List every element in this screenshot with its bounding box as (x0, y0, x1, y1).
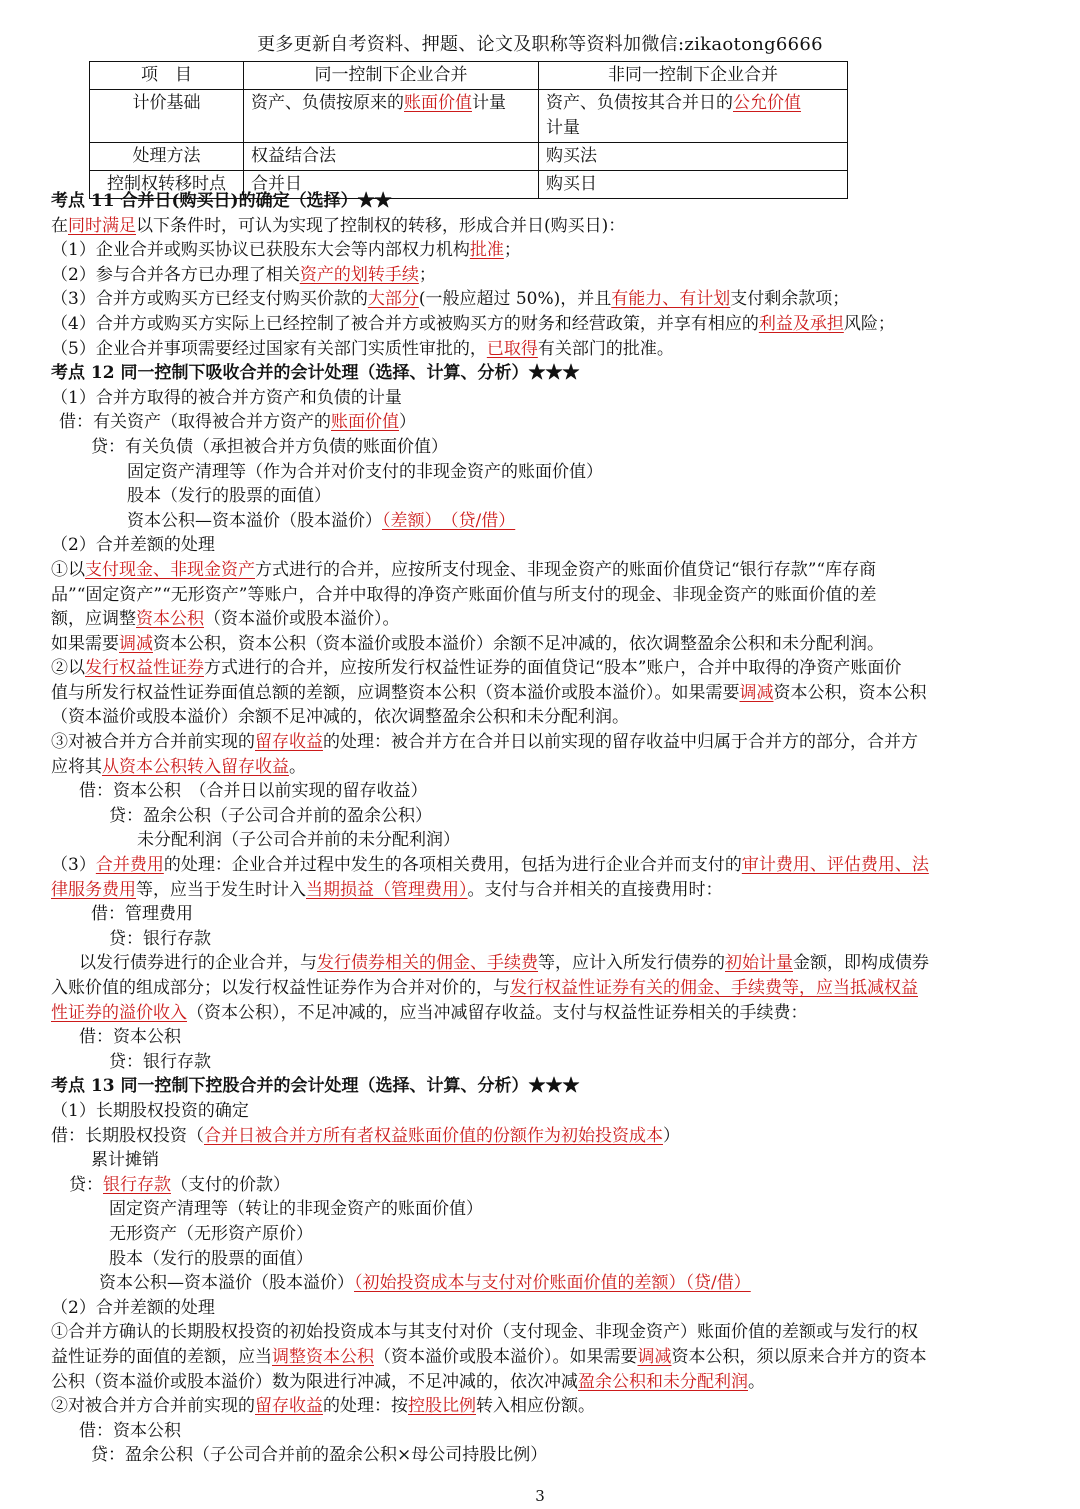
section-11-title: 考点 11 合并日(购买日)的确定（选择）★★ (51, 191, 392, 211)
paragraph: ①合并方确认的长期股权投资的初始投资成本与其支付对价（支付现金、非现金资产）账面价值的差额或与发行的权 (51, 1322, 918, 1343)
list-item: （1）企业合并或购买协议已获股东大会等内部权力机构批准； (51, 240, 521, 261)
journal-entry-line: 无形资产（无形资产原价） (109, 1223, 313, 1244)
table-row (90, 90, 848, 143)
section-12-title: 考点 12 同一控制下吸收合并的会计处理（选择、计算、分析）★★★ (51, 363, 580, 384)
table-header-cell: 同一控制下企业合并 (244, 62, 539, 90)
table-row (90, 143, 848, 171)
journal-entry-line: 贷：银行存款 (109, 928, 211, 949)
journal-entry-line: 借：有关资产（取得被合并方资产的账面价值） (59, 412, 416, 433)
journal-entry-line: 贷：银行存款（支付的价款） (69, 1174, 290, 1195)
journal-entry-line: 股本（发行的股票的面值） (127, 486, 331, 507)
paragraph: （资本溢价或股本溢价）余额不足冲减的，依次调整盈余公积和未分配利润。 (51, 707, 629, 728)
paragraph: （2）合并差额的处理 (51, 535, 215, 556)
journal-entry-line: 未分配利润（子公司合并前的未分配利润） (137, 830, 460, 851)
paragraph: 在同时满足以下条件时，可认为实现了控制权的转移，形成合并日(购买日)： (51, 215, 626, 236)
paragraph: （3）合并费用的处理：企业合并过程中发生的各项相关费用，包括为进行企业合并而支付的审计费用、评估费用、法 (51, 855, 929, 876)
table-header-row (90, 62, 848, 90)
journal-entry-line: 股本（发行的股票的面值） (109, 1248, 313, 1269)
paragraph: 如果需要调减资本公积，资本公积（资本溢价或股本溢价）余额不足冲减的，依次调整盈余公积和未分配利润。 (51, 633, 884, 654)
table-header-cell: 项 目 (90, 62, 244, 90)
journal-entry-line: 贷：有关负债（承担被合并方负债的账面价值） (91, 436, 448, 457)
journal-entry-line: 借：资本公积 (79, 1420, 181, 1441)
journal-entry-line: 固定资产清理等（转让的非现金资产的账面价值） (109, 1199, 483, 1220)
journal-entry-line: 贷：盈余公积（子公司合并前的盈余公积） (109, 805, 432, 826)
paragraph: （1）合并方取得的被合并方资产和负债的计量 (51, 387, 402, 408)
paragraph: 公积（资本溢价或股本溢价）数为限进行冲减，不足冲减的，依次冲减盈余公积和未分配利润。 (51, 1371, 765, 1392)
list-item: （4）合并方或购买方实际上已经控制了被合并方或被购买方的财务和经营政策，并享有相应的利益及承担风险； (51, 313, 895, 334)
table-row-label: 计价基础 (90, 90, 244, 143)
journal-entry-line: 资本公积—资本溢价（股本溢价）（差额） （贷/借） (127, 510, 516, 531)
paragraph: 性证券的溢价收入（资本公积），不足冲减的，应当冲减留存收益。支付与权益性证券相关的手续费： (51, 1002, 808, 1023)
comparison-table (89, 61, 848, 199)
table-row-label: 控制权转移时点 (90, 171, 244, 199)
journal-entry-line: 贷：银行存款 (109, 1051, 211, 1072)
paragraph: 律服务费用等，应当于发生时计入当期损益（管理费用）。支付与合并相关的直接费用时： (51, 879, 723, 900)
paragraph: 品”“固定资产”“无形资产”等账户，合并中取得的净资产账面价值与所支付的现金、非现金资产的账面价值的差 (51, 584, 877, 605)
paragraph: （1）长期股权投资的确定 (51, 1100, 249, 1121)
table-row-label: 处理方法 (90, 143, 244, 171)
table-cell: 资产、负债按其合并日的公允价值 计量 (539, 90, 848, 143)
journal-entry-line: 借：资本公积 （合并日以前实现的留存收益） (79, 781, 428, 802)
section-13-title: 考点 13 同一控制下控股合并的会计处理（选择、计算、分析）★★★ (51, 1076, 580, 1097)
list-item: （5）企业合并事项需要经过国家有关部门实质性审批的，已取得有关部门的批准。 (51, 338, 674, 359)
table-cell: 权益结合法 (244, 143, 539, 171)
table-cell: 资产、负债按原来的账面价值计量 (244, 90, 539, 143)
journal-entry-line: 贷：盈余公积（子公司合并前的盈余公积×母公司持股比例） (91, 1445, 548, 1466)
paragraph: ②对被合并方合并前实现的留存收益的处理：按控股比例转入相应份额。 (51, 1396, 595, 1417)
paragraph: ①以支付现金、非现金资产方式进行的合并，应按所支付现金、非现金资产的账面价值贷记“银行存款”“库存商 (51, 559, 877, 580)
journal-entry-line: 累计摊销 (91, 1150, 159, 1171)
paragraph: 入账价值的组成部分；以发行权益性证券作为合并对价的，与发行权益性证券有关的佣金、手续费等，应当抵减权益 (51, 978, 918, 998)
table-cell: 购买法 (539, 143, 848, 171)
cut-off-footer-decoration (350, 1503, 790, 1509)
paragraph: ②以发行权益性证券方式进行的合并，应按所发行权益性证券的面值贷记“股本”账户，合并中取得的净资产账面价 (51, 658, 902, 679)
journal-entry-line: 资本公积—资本溢价（股本溢价）（初始投资成本与支付对价账面价值的差额）（贷/借） (99, 1273, 751, 1294)
document-body (51, 189, 1031, 1468)
journal-entry-line: 借：管理费用 (91, 904, 193, 925)
list-item: （3）合并方或购买方已经支付购买价款的大部分(一般应超过 50%)，并且有能力、有计划支付剩余款项； (51, 289, 850, 310)
table-cell: 购买日 (539, 171, 848, 199)
paragraph: 以发行债券进行的企业合并，与发行债券相关的佣金、手续费等，应计入所发行债券的初始计量金额，即构成债券 (79, 953, 929, 974)
journal-entry-line: 借：长期股权投资（合并日被合并方所有者权益账面价值的份额作为初始投资成本） (51, 1125, 680, 1146)
table-cell: 合并日 (244, 171, 539, 199)
page-number: 3 (535, 1487, 545, 1505)
paragraph: 值与所发行权益性证券面值总额的差额，应调整资本公积（资本溢价或股本溢价）。如果需要调减资本公积，资本公积 (51, 682, 927, 703)
paragraph: ③对被合并方合并前实现的留存收益的处理：被合并方在合并日以前实现的留存收益中归属于合并方的部分，合并方 (51, 732, 918, 753)
paragraph: 应将其从资本公积转入留存收益。 (51, 756, 306, 777)
journal-entry-line: 固定资产清理等（作为合并对价支付的非现金资产的账面价值） (127, 461, 603, 482)
paragraph: 益性证券的面值的差额，应当调整资本公积（资本溢价或股本溢价）。如果需要调减资本公积，须以原来合并方的资本 (51, 1346, 927, 1367)
journal-entry-line: 借：资本公积 (79, 1027, 181, 1048)
page-header: 更多更新自考资料、押题、论文及职称等资料加微信:zikaotong6666 (257, 34, 823, 55)
table-header-cell: 非同一控制下企业合并 (539, 62, 848, 90)
paragraph: 额，应调整资本公积（资本溢价或股本溢价）。 (51, 609, 400, 630)
list-item: （2）参与合并各方已办理了相关资产的划转手续； (51, 264, 436, 285)
paragraph: （2）合并差额的处理 (51, 1297, 215, 1318)
